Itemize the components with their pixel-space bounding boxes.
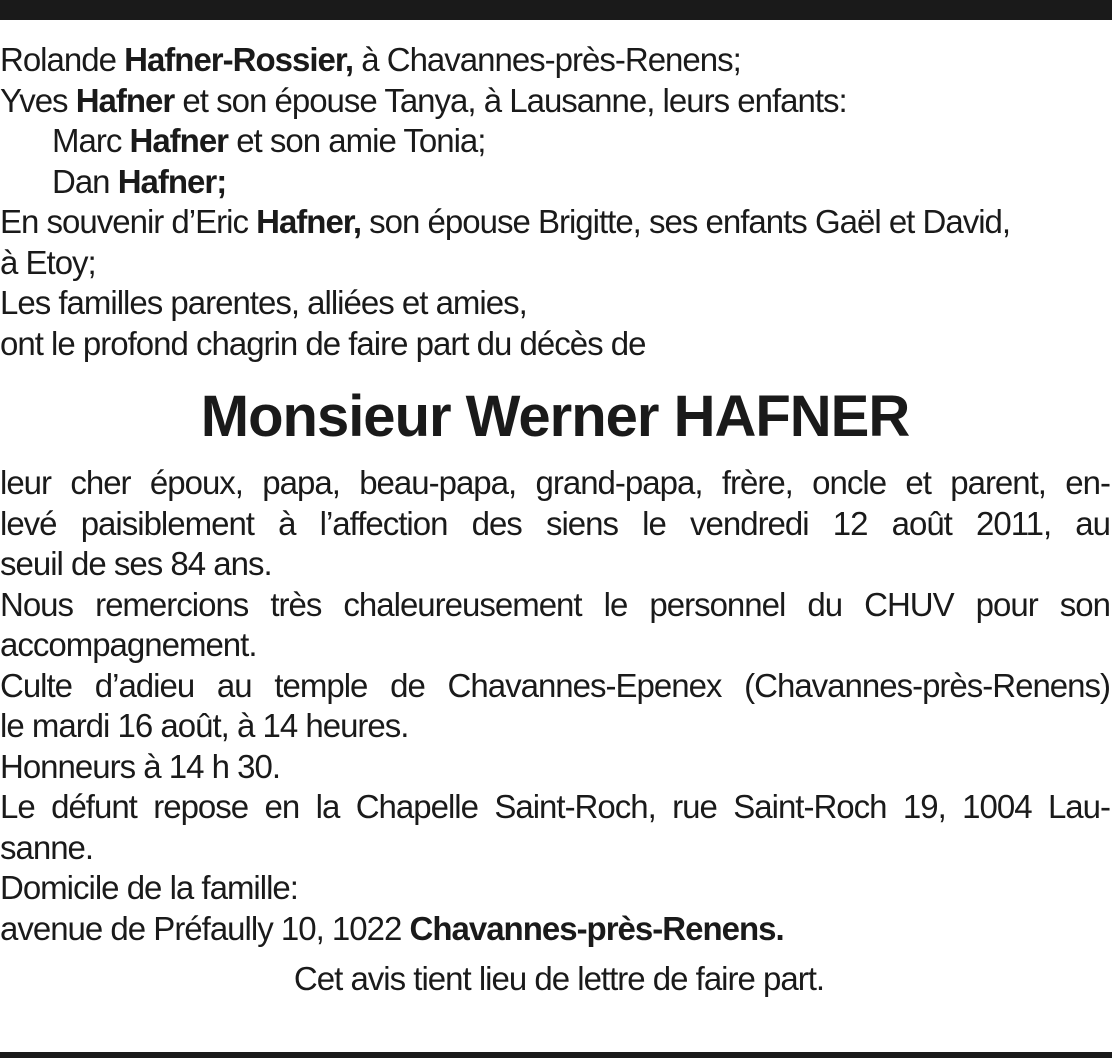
family-line bbox=[0, 162, 1110, 203]
family-name: Hafner, bbox=[256, 203, 361, 240]
top-rule bbox=[0, 0, 1112, 20]
body-line: Domicile de la famille: bbox=[0, 869, 298, 906]
first-name: Yves bbox=[0, 81, 76, 119]
family-line bbox=[0, 202, 1110, 243]
family-line bbox=[0, 40, 1110, 81]
first-name: Rolande bbox=[0, 41, 125, 78]
family-name: Hafner; bbox=[117, 162, 227, 200]
body-line: Culte d’adieu au temple de Chavannes-Epenex (Chavannes-près-Renens) bbox=[0, 666, 1110, 704]
body-line: levé paisiblement à l’affection des siens le vendredi 12 août 2011, au bbox=[0, 504, 1110, 542]
body-line: leur cher époux, papa, beau-papa, grand-papa, frère, oncle et parent, en- bbox=[0, 464, 1110, 501]
death-notice bbox=[0, 40, 1110, 1000]
first-name: Marc bbox=[52, 122, 130, 159]
family-line: Les familles parentes, alliées et amies, bbox=[0, 284, 527, 321]
family-name: Hafner-Rossier, bbox=[124, 41, 354, 78]
body-line: le mardi 16 août, à 14 heures. bbox=[0, 707, 409, 744]
family-name: Hafner bbox=[129, 122, 229, 159]
memorial-text: En souvenir d’Eric bbox=[0, 203, 257, 240]
first-name: Dan bbox=[52, 162, 118, 200]
street-address: avenue de Préfaully 10, 1022 bbox=[0, 909, 410, 947]
body-line: Honneurs à 14 h 30. bbox=[0, 747, 281, 785]
relation: son épouse Brigitte, ses enfants Gaël et David, bbox=[361, 203, 1011, 240]
announcement-line: ont le profond chagrin de faire part du décès de bbox=[0, 324, 646, 362]
family-line: à Etoy; bbox=[0, 243, 96, 281]
family-line bbox=[0, 121, 1110, 162]
body-line: Le défunt repose en la Chapelle Saint-Roch, rue Saint-Roch 19, 1004 Lau- bbox=[0, 788, 1110, 825]
relation: et son amie Tonia; bbox=[228, 122, 486, 159]
address-line bbox=[0, 909, 1110, 950]
body-line: Nous remercions très chaleureusement le personnel du CHUV pour son bbox=[0, 585, 1110, 623]
body-line: accompagnement. bbox=[0, 626, 257, 663]
residence: à Chavannes-près-Renens; bbox=[353, 41, 741, 78]
town-name: Chavannes-près-Renens. bbox=[409, 909, 784, 947]
bottom-rule bbox=[0, 1052, 1112, 1058]
family-line bbox=[0, 81, 1110, 122]
body-line: sanne. bbox=[0, 828, 94, 866]
deceased-name: Monsieur Werner HAFNER bbox=[200, 384, 910, 449]
body-line: seuil de ses 84 ans. bbox=[0, 545, 272, 582]
sign-off: Cet avis tient lieu de lettre de faire part. bbox=[293, 960, 825, 997]
family-name: Hafner bbox=[75, 81, 175, 119]
residence: et son épouse Tanya, à Lausanne, leurs enfants: bbox=[174, 81, 847, 119]
